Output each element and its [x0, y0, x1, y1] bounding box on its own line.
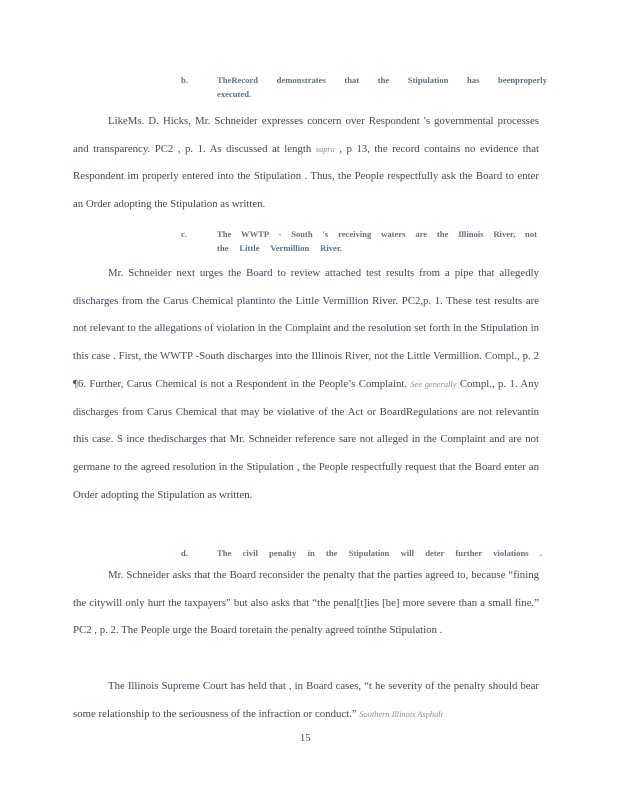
heading-mark: b. [181, 75, 188, 85]
heading-text-line1: TheRecord demonstrates that the Stipulation has beenproperly [217, 75, 547, 85]
page-number: 15 [300, 733, 311, 744]
section-heading-c-line2 [217, 241, 342, 255]
heading-text-line2: executed. [217, 89, 252, 99]
paragraph-text: LikeMs. D. Hicks, Mr. Schneider expresses concern over Respondent 's governmental processes and transparency. PC2 , p. 1. As discussed at length [73, 115, 539, 155]
paragraph-text: Mr. Schneider asks that the Board reconsider the penalty that the parties agreed to, because “fining the citywill only hurt the taxpayers” but also asks that “the penal[t]ies [be] more severe than a small fine.” PC2 , p. 2. The People urge the Board toretain the penalty agreed tointhe Stipulation . [73, 569, 539, 637]
heading-text-line1: The WWTP - South 's receiving waters are the Illinois River, not [217, 229, 537, 239]
paragraph [73, 260, 539, 509]
paragraph [73, 108, 539, 219]
paragraph [73, 673, 539, 728]
citation: See generally [410, 379, 457, 389]
heading-mark: c. [181, 229, 187, 239]
paragraph [73, 562, 539, 645]
citation: supra [315, 144, 335, 154]
paragraph-text: The Illinois Supreme Court has held that , in Board cases, “t he severity of the penalty should bear some relationship to the seriousness of the infraction or conduct.” [73, 680, 539, 720]
paragraph-text: Mr. Schneider next urges the Board to review attached test results from a pipe that allegedly discharges from the Carus Chemical plantinto the Little Vermillion River. PC2,p. 1. These test results are not relevant to the allegations of violation in the Complaint and the resolution set forth in the Stipulation in this case . First, the WWTP -South discharges into the Illinois River, not the Little Vermillion. Compl., p. 2 ¶6. Further, Carus Chemical is not a Respondent in the People’s Complaint. [73, 267, 539, 390]
paragraph-text: , p 13, the record contains no evidence that Respondent im properly entered into the Stipulation . Thus, the People respectfully ask the Board to enter an Order adopting the Stipulation as written. [73, 142, 539, 211]
heading-text-line2: the Little Vermillion River. [217, 243, 342, 253]
heading-mark: d. [181, 548, 188, 558]
section-heading-b-line2 [217, 87, 251, 101]
heading-text-line1: The civil penalty in the Stipulation will deter further violations . [217, 548, 542, 558]
citation: Southern Illinois Asphalt [359, 709, 443, 719]
paragraph-text: Compl., p. 1. Any discharges from Carus Chemical that may be violative of the Act or BoardRegulations are not relevantin this case. S ince thedischarges that Mr. Schneider reference sare not alleged in the Complaint and are not germane to the agreed resolution in the Stipulation , the People respectfully request that the Board enter an Order adopting the Stipulation as written. [73, 377, 539, 501]
